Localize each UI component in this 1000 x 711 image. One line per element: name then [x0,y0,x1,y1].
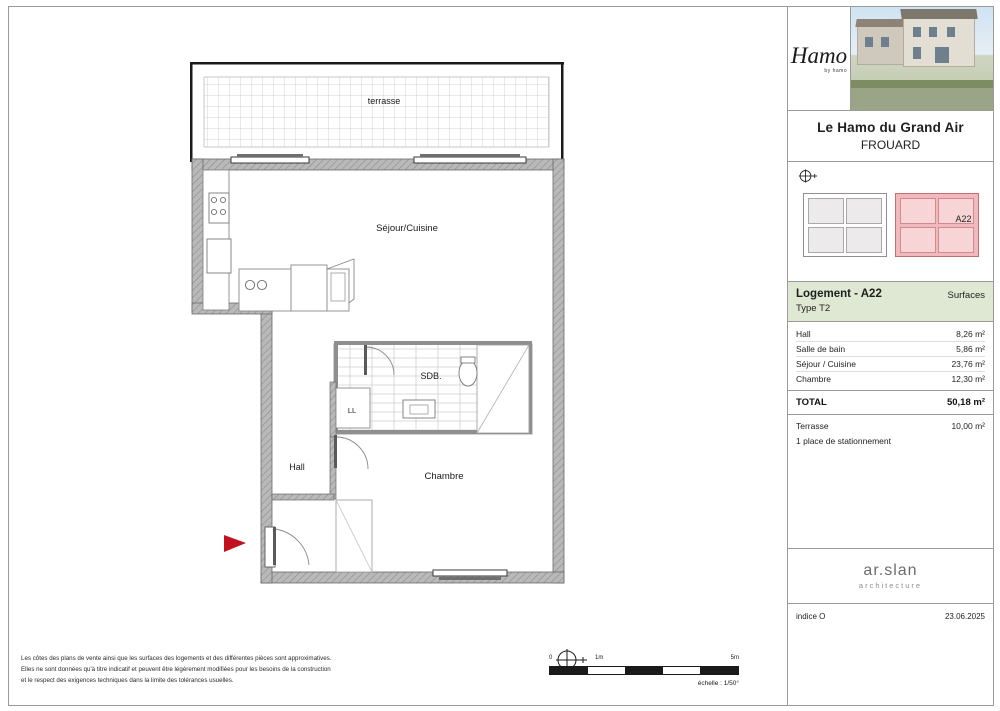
table-row [796,357,985,372]
plan-sheet [8,6,994,706]
scale-tick-0: 0 [549,655,553,661]
surfaces-total-row [788,390,993,415]
scale-caption: échelle : 1/50° [697,680,739,687]
surfaces-header: Surfaces [947,290,985,301]
architect-block [788,548,993,603]
surface-value: 5,86 m² [956,344,985,354]
site-locator [788,162,993,282]
floorplan-area [9,7,787,705]
lot-title: Logement - A22 [796,288,882,300]
parking-label: 1 place de stationnement [796,436,891,446]
table-row [796,342,985,357]
site-block-b-selected[interactable] [895,193,979,257]
architect-name-1: ar [863,562,879,579]
extras-block [788,415,993,452]
surface-label: Hall [796,329,811,339]
panel-footer [788,603,993,628]
disclaimer-line-3: et le respect des exigences techniques dans la limite des tolérances usuelles. [21,677,234,685]
project-city: FROUARD [860,138,921,152]
surface-value: 12,30 m² [951,374,985,384]
room-label-sejour: Séjour/Cuisine [376,223,438,234]
panel-spacer [788,452,993,548]
surface-value: 23,76 m² [951,359,985,369]
scale-tick-end: 5m [730,655,739,661]
project-photo [851,7,993,110]
lot-header [788,282,993,322]
architect-name-2: .slan [878,562,918,579]
room-label-ll: LL [347,406,357,415]
site-unit-label: A22 [955,214,972,224]
site-block-a [803,193,887,257]
disclaimer [21,654,451,687]
brand-logo-subtext: by hamo [824,67,848,74]
surfaces-table [788,322,993,390]
total-label: TOTAL [796,397,827,408]
room-label-hall: Hall [289,462,305,472]
disclaimer-line-2: Elles ne sont données qu'à titre indicatif et peuvent être légèrement modifiées pour les besoins de la construction [21,666,331,674]
surface-value: 8,26 m² [956,329,985,339]
architect-subtitle: architecture [858,581,923,590]
surface-label: Salle de bain [796,344,846,354]
room-label-sdb: SDB. [420,371,442,381]
room-label-chambre: Chambre [424,471,464,482]
disclaimer-line-1: Les côtes des plans de vente ainsi que les surfaces des logements et des différentes pièces sont approximatives. [21,655,332,663]
floorplan-drawing [9,7,787,647]
entry-marker [224,535,246,552]
surface-label: Séjour / Cuisine [796,359,857,369]
info-panel [787,7,993,705]
surface-label: Chambre [796,374,831,384]
terrace-label: Terrasse [796,421,829,431]
brand-logo [788,7,851,110]
scale-tick-mid: 1m [595,655,604,661]
date-label: 23.06.2025 [944,611,985,621]
table-row [796,372,985,386]
scale-bar [549,655,739,687]
indice-label: indice O [796,611,826,621]
brand-logo-text: Hamo [790,42,848,68]
brand-row [788,7,993,111]
table-row [796,327,985,342]
project-title: Le Hamo du Grand Air [817,120,964,135]
total-value: 50,18 m² [946,397,985,408]
terrace-value: 10,00 m² [951,421,985,431]
north-arrow-mini-icon [798,168,818,184]
lot-type: Type T2 [796,303,831,314]
project-title-row [788,111,993,162]
room-label-terrasse: terrasse [367,96,401,106]
